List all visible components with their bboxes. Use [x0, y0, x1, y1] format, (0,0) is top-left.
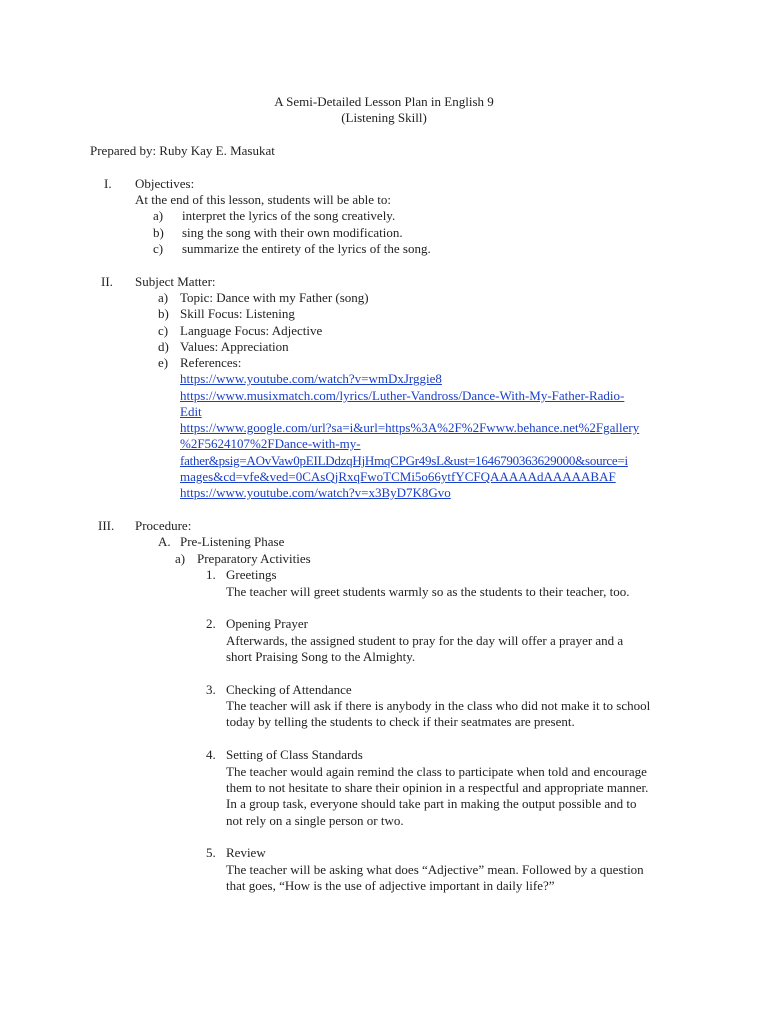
prepared-by: Prepared by: Ruby Kay E. Masukat: [90, 143, 275, 158]
step-number: 1.: [206, 567, 216, 582]
step-text: The teacher will be asking what does “Adjective” mean. Followed by a question: [226, 862, 644, 877]
reference-link-google-cont[interactable]: father&psig=AOvVaw0pEILDdzqHjHmqCPGr49sL&ust=1646790363629000&source=i: [180, 453, 628, 468]
reference-link-musixmatch-cont[interactable]: Edit: [180, 404, 202, 419]
list-letter: d): [158, 339, 169, 354]
section-numeral: I.: [104, 176, 112, 191]
list-item: interpret the lyrics of the song creatively.: [182, 208, 396, 223]
reference-link-google-cont[interactable]: %2F5624107%2FDance-with-my-: [180, 436, 361, 451]
list-letter: a): [153, 208, 164, 223]
step-text: today by telling the students to check if their seatmates are present.: [226, 714, 575, 729]
step-text: The teacher will greet students warmly so as the students to their teacher, too.: [226, 584, 630, 599]
sub-letter: a): [175, 551, 186, 566]
objectives-intro: At the end of this lesson, students will be able to:: [135, 192, 391, 207]
list-item: sing the song with their own modification.: [182, 225, 403, 240]
section-numeral: II.: [101, 274, 113, 289]
list-letter: b): [158, 306, 169, 321]
section-heading-objectives: Objectives:: [135, 176, 195, 191]
list-item: Topic: Dance with my Father (song): [180, 290, 369, 305]
step-text: short Praising Song to the Almighty.: [226, 649, 416, 664]
section-heading-subject-matter: Subject Matter:: [135, 274, 216, 289]
step-number: 3.: [206, 682, 216, 697]
step-title-opening-prayer: Opening Prayer: [226, 616, 308, 631]
reference-link-youtube[interactable]: https://www.youtube.com/watch?v=wmDxJrggie8: [180, 371, 442, 386]
step-title-greetings: Greetings: [226, 567, 277, 582]
step-text: In a group task, everyone should take part in making the output possible and to: [226, 796, 637, 811]
list-item: Values: Appreciation: [180, 339, 289, 354]
list-item: summarize the entirety of the lyrics of the song.: [182, 241, 431, 256]
document-subtitle: (Listening Skill): [341, 110, 427, 125]
step-text: The teacher will ask if there is anybody in the class who did not make it to school: [226, 698, 651, 713]
phase-title: Pre-Listening Phase: [180, 534, 285, 549]
step-text: them to not hesitate to share their opinion in a respectful and appropriate manner.: [226, 780, 649, 795]
step-number: 4.: [206, 747, 216, 762]
reference-link-google-cont[interactable]: mages&cd=vfe&ved=0CAsQjRxqFwoTCMi5o66ytfYCFQAAAAAdAAAAABAF: [180, 469, 616, 484]
list-item: Language Focus: Adjective: [180, 323, 323, 338]
list-item: References:: [180, 355, 242, 370]
list-letter: b): [153, 225, 164, 240]
list-letter: e): [158, 355, 169, 370]
step-title-class-standards: Setting of Class Standards: [226, 747, 363, 762]
sub-title: Preparatory Activities: [197, 551, 311, 566]
step-text: Afterwards, the assigned student to pray for the day will offer a prayer and a: [226, 633, 624, 648]
document-title: A Semi-Detailed Lesson Plan in English 9: [274, 94, 494, 109]
list-letter: c): [153, 241, 164, 256]
list-letter: c): [158, 323, 169, 338]
step-text: that goes, “How is the use of adjective important in daily life?”: [226, 878, 555, 893]
step-number: 2.: [206, 616, 216, 631]
section-numeral: III.: [98, 518, 115, 533]
list-letter: a): [158, 290, 169, 305]
section-heading-procedure: Procedure:: [135, 518, 192, 533]
phase-letter: A.: [158, 534, 171, 549]
step-title-review: Review: [226, 845, 266, 860]
step-text: not rely on a single person or two.: [226, 813, 404, 828]
step-text: The teacher would again remind the class to participate when told and encourage: [226, 764, 647, 779]
reference-link-musixmatch[interactable]: https://www.musixmatch.com/lyrics/Luther-Vandross/Dance-With-My-Father-Radio-: [180, 388, 625, 403]
list-item: Skill Focus: Listening: [180, 306, 295, 321]
reference-link-youtube-2[interactable]: https://www.youtube.com/watch?v=x3ByD7K8Gvo: [180, 485, 451, 500]
step-title-attendance: Checking of Attendance: [226, 682, 352, 697]
reference-link-google[interactable]: https://www.google.com/url?sa=i&url=https%3A%2F%2Fwww.behance.net%2Fgallery: [180, 420, 640, 435]
step-number: 5.: [206, 845, 216, 860]
